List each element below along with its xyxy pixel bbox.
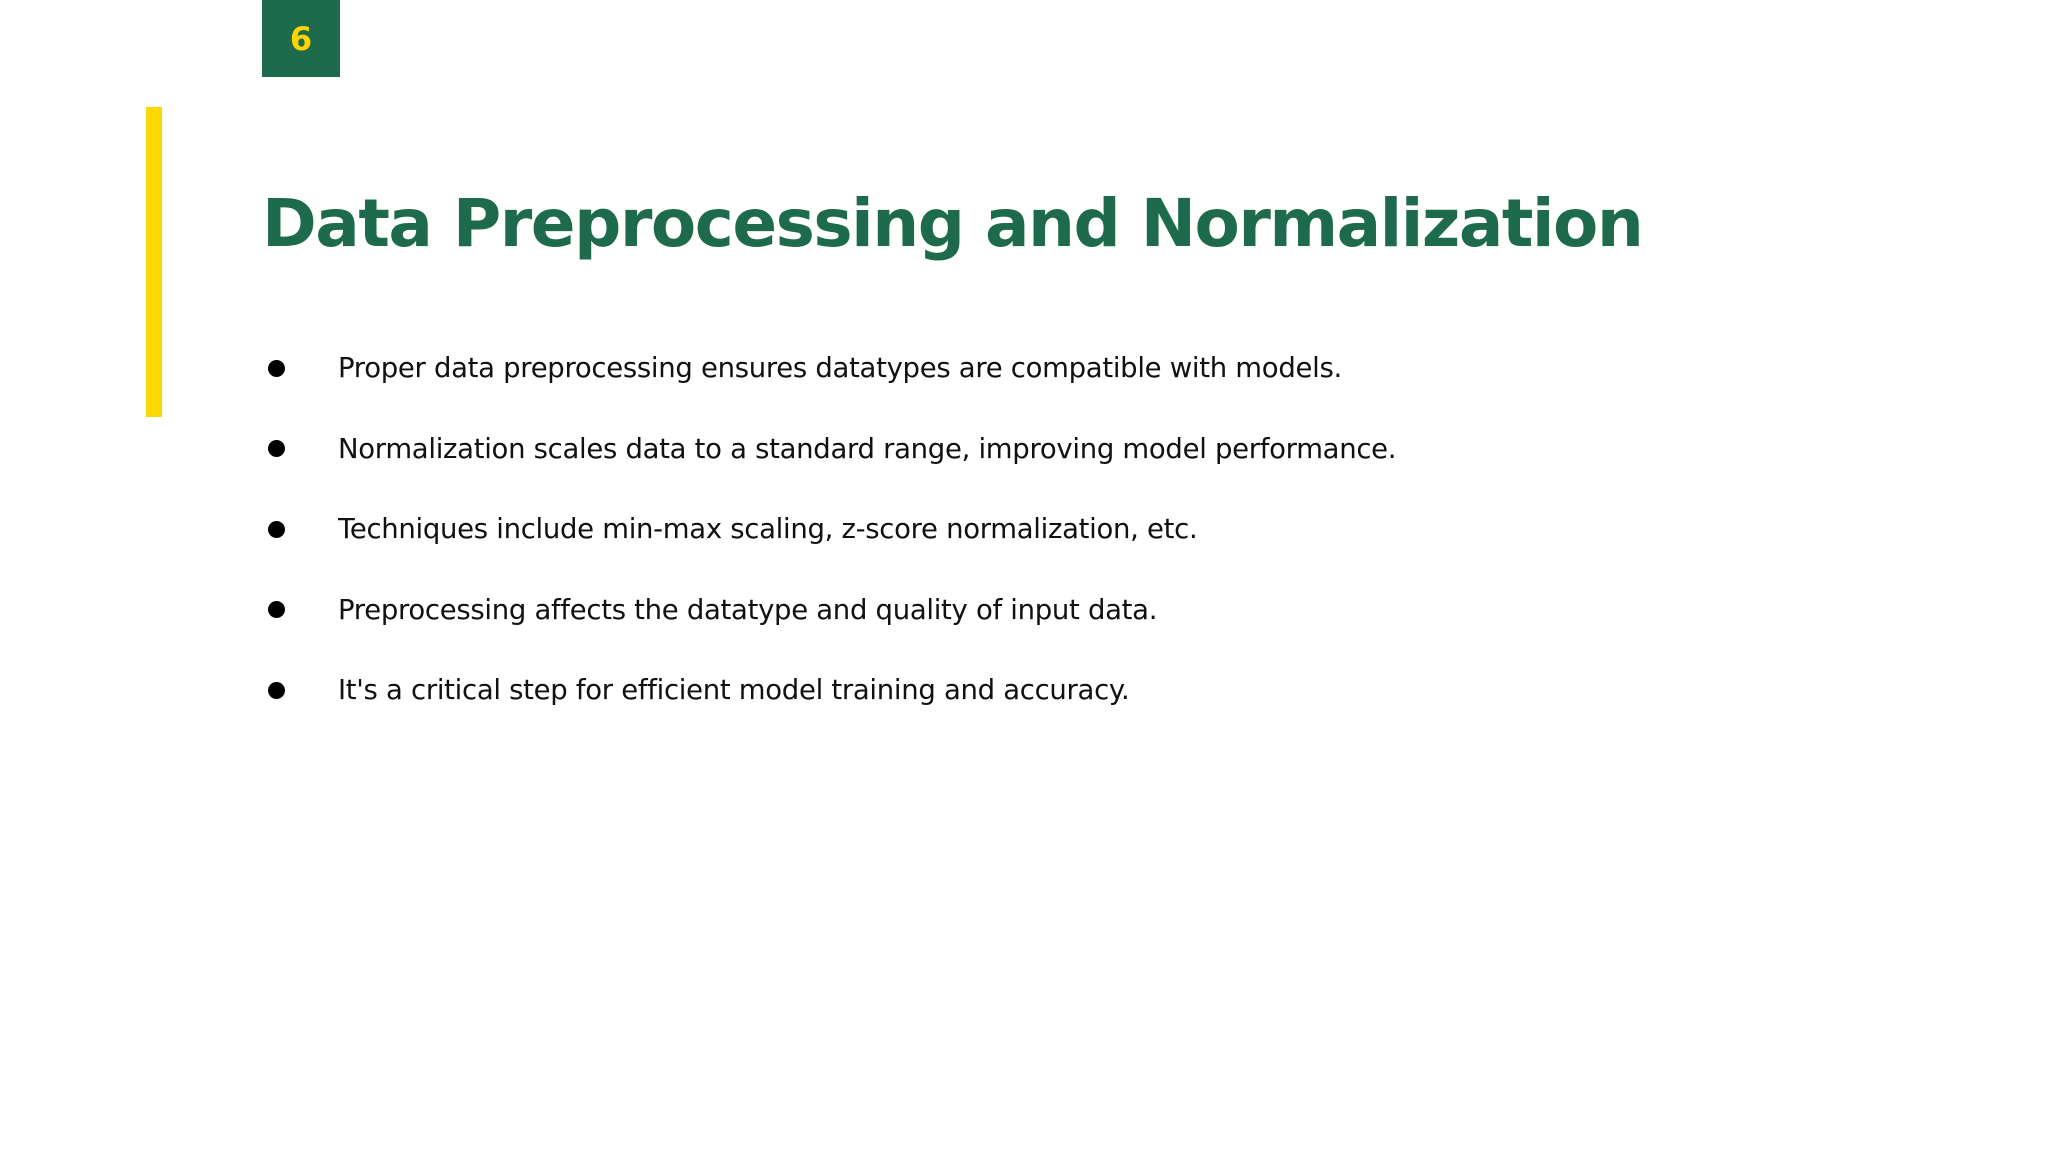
bullet-item: [262, 328, 1396, 409]
bullet-dot-icon: [268, 440, 285, 457]
bullet-list: [262, 328, 1396, 731]
bullet-dot-icon: [268, 521, 285, 538]
bullet-text: Techniques include min-max scaling, z-score normalization, etc.: [338, 513, 1198, 546]
bullet-item: [262, 650, 1396, 731]
bullet-text: It's a critical step for efficient model training and accuracy.: [338, 674, 1130, 707]
page-number: 6: [289, 19, 313, 58]
bullet-text: Proper data preprocessing ensures datatypes are compatible with models.: [338, 352, 1342, 385]
bullet-text: Normalization scales data to a standard range, improving model performance.: [338, 432, 1397, 465]
bullet-dot-icon: [268, 682, 285, 699]
bullet-dot-icon: [268, 601, 285, 618]
bullet-item: [262, 409, 1396, 490]
accent-bar: [146, 107, 162, 417]
bullet-text: Preprocessing affects the datatype and quality of input data.: [338, 593, 1158, 626]
bullet-item: [262, 570, 1396, 651]
bullet-item: [262, 489, 1396, 570]
page-number-badge: [262, 0, 340, 77]
bullet-dot-icon: [268, 360, 285, 377]
slide-title: Data Preprocessing and Normalization: [262, 185, 1643, 262]
